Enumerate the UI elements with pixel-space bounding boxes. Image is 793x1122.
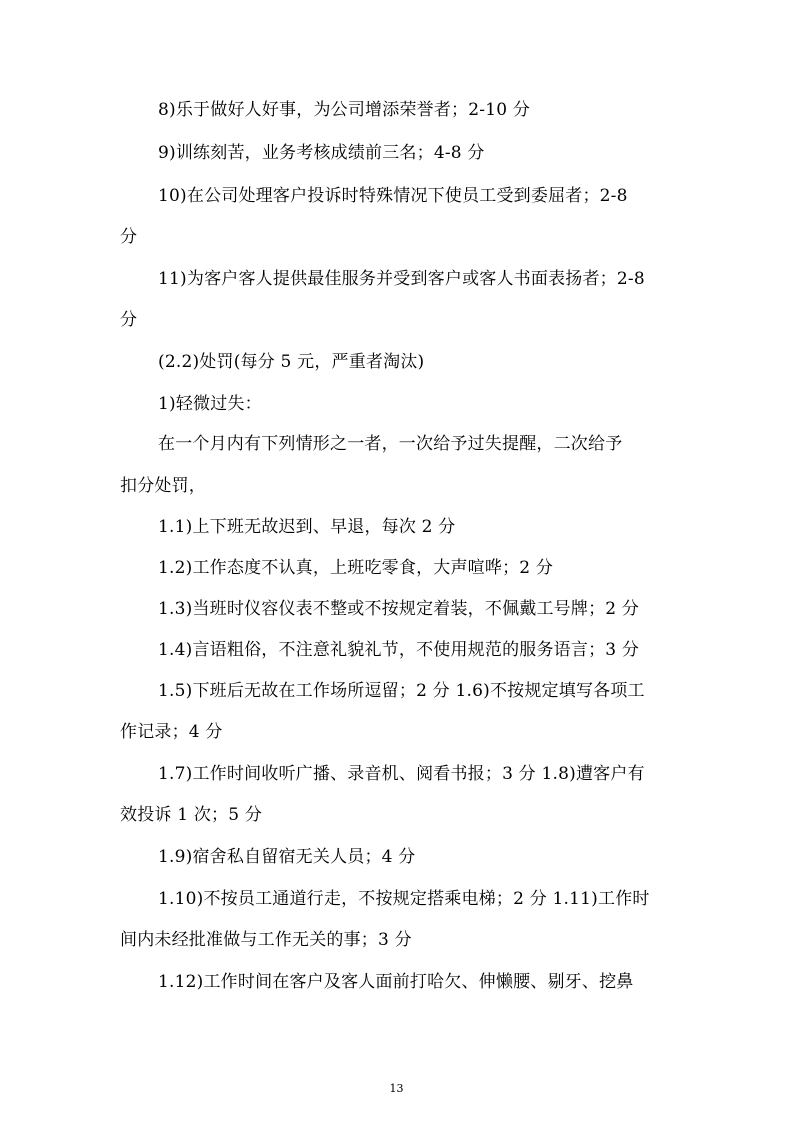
text-line: 分	[120, 310, 138, 330]
text-line: 11)为客户客人提供最佳服务并受到客户或客人书面表扬者；2-8	[158, 269, 645, 289]
text-line: 作记录；4 分	[120, 722, 223, 742]
text-line: 1.2)工作态度不认真，上班吃零食，大声喧哗；2 分	[158, 558, 554, 578]
text-line: 分	[120, 227, 138, 247]
text-line: 效投诉 1 次；5 分	[120, 805, 263, 825]
text-line: 1)轻微过失：	[158, 394, 262, 414]
text-line: 在一个月内有下列情形之一者，一次给予过失提醒，二次给予	[158, 434, 623, 454]
text-line: 9)训练刻苦，业务考核成绩前三名；4-8 分	[158, 143, 485, 163]
text-line: 1.9)宿舍私自留宿无关人员；4 分	[158, 847, 416, 867]
text-line: 1.7)工作时间收听广播、录音机、阅看书报；3 分 1.8)遭客户有	[158, 764, 645, 784]
text-line: 8)乐于做好人好事，为公司增添荣誉者；2-10 分	[158, 100, 531, 120]
text-line: 扣分处罚，	[120, 476, 206, 496]
text-line: 10)在公司处理客户投诉时特殊情况下使员工受到委屈者；2-8	[158, 186, 628, 206]
text-line: 1.5)下班后无故在工作场所逗留；2 分 1.6)不按规定填写各项工	[158, 681, 645, 701]
text-line: 1.3)当班时仪容仪表不整或不按规定着装，不佩戴工号牌；2 分	[158, 599, 640, 619]
text-line: 间内未经批准做与工作无关的事；3 分	[120, 930, 412, 950]
text-line: (2.2)处罚(每分 5 元，严重者淘汰)	[158, 352, 425, 372]
text-line: 1.4)言语粗俗，不注意礼貌礼节，不使用规范的服务语言；3 分	[158, 640, 640, 660]
text-line: 1.12)工作时间在客户及客人面前打哈欠、伸懒腰、剔牙、挖鼻	[158, 972, 634, 992]
text-line: 1.10)不按员工通道行走，不按规定搭乘电梯；2 分 1.11)工作时	[158, 889, 650, 909]
page-number: 13	[389, 1082, 404, 1095]
text-line: 1.1)上下班无故迟到、早退，每次 2 分	[158, 517, 456, 537]
